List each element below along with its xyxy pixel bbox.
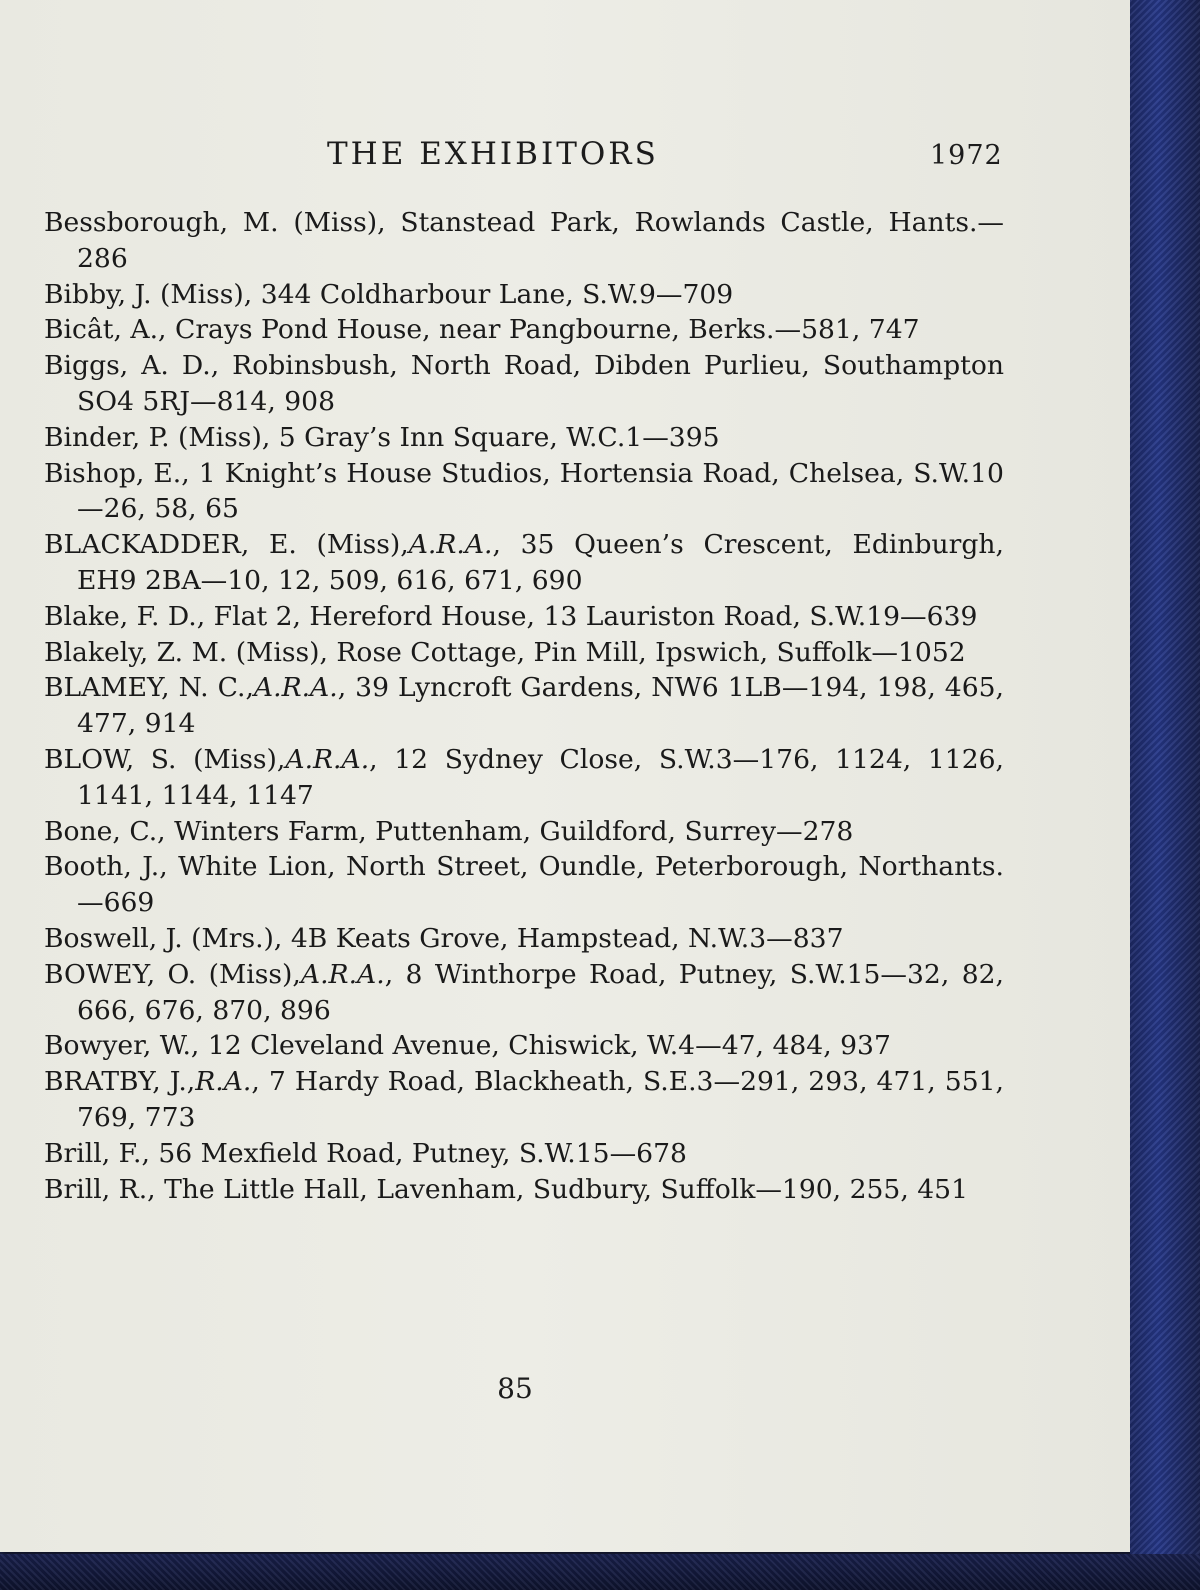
exhibitor-details: Robinsbush, North Road, Dibden Purlieu, Southampton SO4 5RJ—814, 908 [77, 350, 1004, 417]
exhibitor-entry [44, 1028, 1004, 1064]
exhibitor-name: Bone, C., [44, 815, 166, 847]
exhibitor-name: Bessborough, M. (Miss), [44, 207, 386, 238]
exhibitor-rank: A.R.A. [253, 672, 338, 704]
exhibitor-details: , 8 Winthorpe Road, Putney, S.W.15—32, 82, 666, 676, 870, 896 [77, 958, 1004, 1026]
exhibitor-details: Flat 2, Hereford House, 13 Lauriston Road, S.W.19—639 [205, 600, 978, 632]
exhibitor-name: BOWEY, O. (Miss), [44, 958, 301, 990]
exhibitor-entry [44, 849, 1004, 921]
exhibitor-details: , 12 Sydney Close, S.W.3—176, 1124, 1126, 1141, 1144, 1147 [77, 743, 1004, 811]
exhibitor-details: Crays Pond House, near Pangbourne, Berks.—581, 747 [166, 314, 920, 346]
exhibitor-details: Winters Farm, Puttenham, Guildford, Surrey—278 [165, 815, 854, 847]
book-cover-edge [1130, 0, 1200, 1590]
exhibitor-name: Bibby, J. (Miss), [44, 278, 253, 310]
exhibitor-name: BRATBY, J., [44, 1066, 196, 1098]
exhibitor-rank: A.R.A. [285, 743, 370, 775]
exhibitor-entry [44, 456, 1004, 528]
exhibitor-details: , 7 Hardy Road, Blackheath, S.E.3—291, 293, 471, 551, 769, 773 [77, 1066, 1005, 1133]
exhibitor-entry [44, 277, 1004, 313]
exhibitor-name: BLOW, S. (Miss), [44, 743, 286, 775]
exhibitor-name: Blake, F. D., [44, 600, 206, 632]
exhibitor-details: White Lion, North Street, Oundle, Peterborough, Northants.—669 [77, 851, 1004, 919]
exhibitor-name: Boswell, J. (Mrs.), [44, 922, 283, 954]
exhibitor-entry [44, 921, 1004, 957]
exhibitor-rank: A.R.A. [300, 958, 385, 990]
exhibitor-entry [44, 527, 1004, 599]
exhibitor-entry [44, 420, 1004, 456]
page-number: 85 [497, 1372, 533, 1405]
exhibitor-entry [44, 599, 1004, 635]
exhibitor-name: Bowyer, W., [44, 1030, 200, 1062]
book-cover-bottom [0, 1554, 1200, 1590]
exhibitor-details: 1 Knight’s House Studios, Hortensia Road, Chelsea, S.W.10—26, 58, 65 [77, 457, 1004, 525]
exhibitor-entry [44, 957, 1004, 1029]
exhibitor-entry [44, 1172, 1004, 1208]
exhibitor-name: Bicât, A., [44, 314, 167, 346]
exhibitor-details: 12 Cleveland Avenue, Chiswick, W.4—47, 484, 937 [199, 1030, 891, 1062]
exhibitor-name: BLAMEY, N. C., [44, 672, 254, 704]
exhibitor-entry [44, 670, 1004, 742]
exhibitor-details: 344 Coldharbour Lane, S.W.9—709 [252, 278, 734, 310]
exhibitor-entry [44, 205, 1004, 277]
exhibitor-details: , 35 Queen’s Crescent, Edinburgh, EH9 2BA—10, 12, 509, 616, 671, 690 [77, 529, 1004, 596]
exhibitor-entry [44, 1136, 1004, 1172]
exhibitor-details: , 39 Lyncroft Gardens, NW6 1LB—194, 198, 465, 477, 914 [77, 672, 1005, 740]
exhibitor-entry [44, 1064, 1004, 1136]
header-year: 1972 [930, 140, 1003, 171]
exhibitor-entry [44, 742, 1004, 814]
exhibitor-entry [44, 635, 1004, 671]
exhibitor-name: BLACKADDER, E. (Miss), [44, 529, 409, 561]
exhibitor-name: Booth, J., [44, 851, 168, 883]
exhibitor-name: Biggs, A. D., [44, 350, 220, 382]
exhibitor-details: 4B Keats Grove, Hampstead, N.W.3—837 [282, 922, 844, 954]
exhibitor-name: Brill, R., [44, 1173, 156, 1205]
exhibitor-details: Rose Cottage, Pin Mill, Ipswich, Suffolk—1052 [327, 636, 966, 668]
exhibitor-entry [44, 348, 1004, 420]
exhibitor-details: 56 Mexfield Road, Putney, S.W.15—678 [149, 1137, 687, 1169]
exhibitor-list [44, 205, 1004, 1207]
exhibitor-name: Bishop, E., [44, 457, 190, 489]
exhibitor-details: The Little Hall, Lavenham, Sudbury, Suffolk—190, 255, 451 [155, 1173, 969, 1205]
exhibitor-name: Binder, P. (Miss), [44, 421, 271, 453]
running-header [0, 136, 1156, 176]
exhibitor-details: Stanstead Park, Rowlands Castle, Hants.—286 [77, 207, 1005, 274]
exhibitor-details: 5 Gray’s Inn Square, W.C.1—395 [270, 421, 720, 453]
exhibitor-entry [44, 312, 1004, 348]
exhibitor-name: Brill, F., [44, 1137, 150, 1169]
exhibitor-rank: R.A. [195, 1066, 252, 1098]
exhibitor-rank: A.R.A. [408, 529, 493, 561]
exhibitor-name: Blakely, Z. M. (Miss), [44, 636, 328, 668]
header-title: THE EXHIBITORS [327, 136, 659, 172]
exhibitor-entry [44, 814, 1004, 850]
